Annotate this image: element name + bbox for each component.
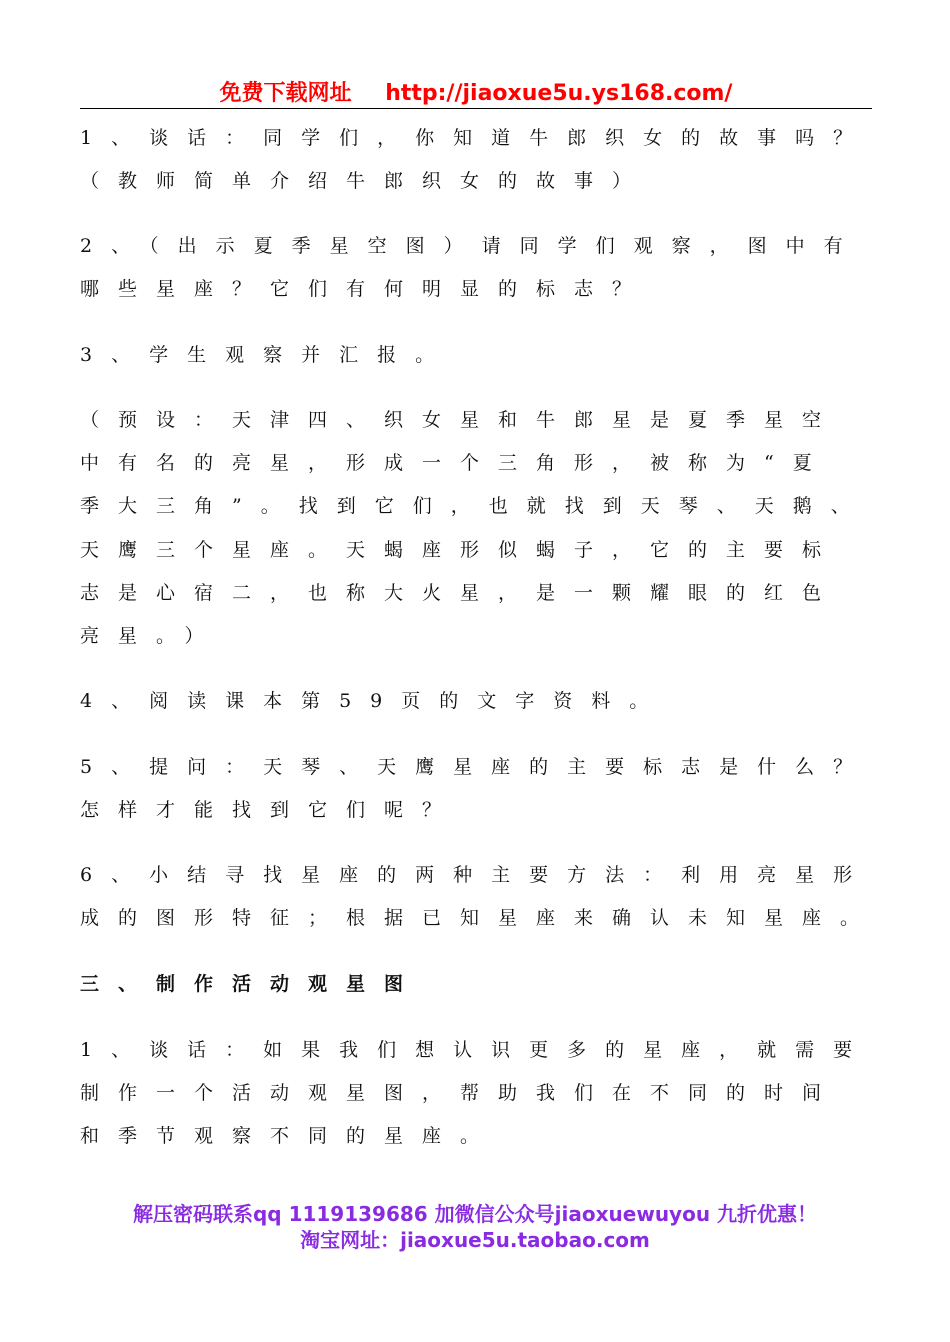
text-line: 成的图形特征；根据已知星座来确认未知星座。 <box>80 907 879 929</box>
download-label: 免费下载网址 <box>219 81 352 106</box>
text-line: （预设：天津四、织女星和牛郎星是夏季星空 <box>80 409 841 431</box>
text-line: 中有名的亮星，形成一个三角形，被称为“夏 <box>80 452 831 474</box>
download-url-link[interactable]: http://jiaoxue5u.ys168.com/ <box>385 81 733 106</box>
text-line: 哪些星座？它们有何明显的标志？ <box>80 278 651 300</box>
text-line: 天鹰三个星座。天蝎座形似蝎子，它的主要标 <box>80 539 841 561</box>
text-line: 5、提问：天琴、天鹰星座的主要标志是什么？ <box>80 756 872 778</box>
text-line: 季大三角”。找到它们，也就找到天琴、天鹅、 <box>80 495 869 517</box>
download-header <box>80 76 872 107</box>
text-line: 4、阅读课本第59页的文字资料。 <box>80 690 668 712</box>
text-line: （教师简单介绍牛郎织女的故事） <box>80 170 651 192</box>
text-line: 2、（出示夏季星空图）请同学们观察，图中有 <box>80 235 862 257</box>
text-line: 怎样才能找到它们呢？ <box>80 799 461 821</box>
footer-promo: 解压密码联系qq 1119139686 加微信公众号jiaoxuewuyou 九折优惠！ <box>132 1202 818 1226</box>
text-line: 制作一个活动观星图，帮助我们在不同的时间 <box>80 1082 841 1104</box>
text-line: 和季节观察不同的星座。 <box>80 1125 499 1147</box>
text-line: 6、小结寻找星座的两种主要方法：利用亮星形 <box>80 864 872 886</box>
text-line: 3、学生观察并汇报。 <box>80 344 454 366</box>
section-heading: 三、制作活动观星图 <box>80 973 423 995</box>
text-line: 1、谈话：如果我们想认识更多的星座，就需要 <box>80 1039 872 1061</box>
header-divider <box>80 108 872 109</box>
text-line: 志是心宿二，也称大火星，是一颗耀眼的红色 <box>80 582 841 604</box>
footer-shop-link[interactable]: 淘宝网址：jiaoxue5u.taobao.com <box>300 1228 650 1252</box>
text-line: 1、谈话：同学们，你知道牛郎织女的故事吗？ <box>80 127 872 149</box>
text-line: 亮星。） <box>80 625 223 647</box>
